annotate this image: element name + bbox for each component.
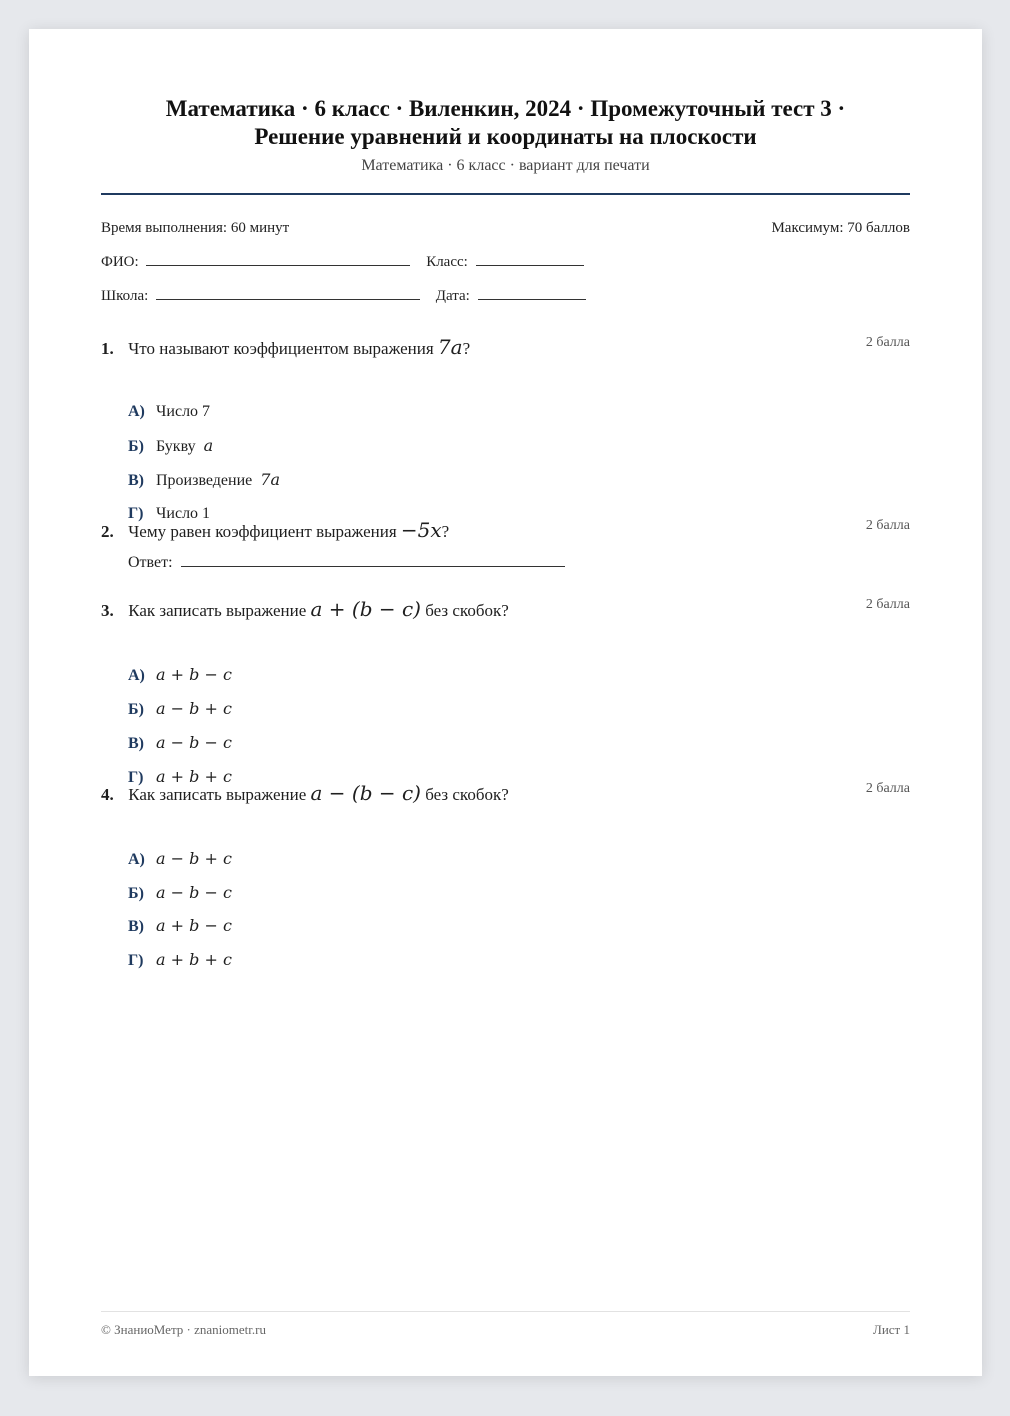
footer-copyright: © ЗнаниоМетр · znaniometr.ru: [101, 1322, 266, 1337]
option-letter: Б): [128, 438, 144, 455]
option-letter: В): [128, 735, 144, 752]
max-score: Максимум: 70 баллов: [771, 220, 910, 236]
date-blank[interactable]: [478, 287, 586, 300]
option-d[interactable]: [128, 949, 232, 972]
option-letter: Б): [128, 701, 144, 718]
school-blank[interactable]: [156, 287, 420, 300]
footer-divider: [101, 1311, 910, 1312]
school-label: Школа:: [101, 288, 149, 304]
question-math: −5x: [400, 518, 442, 542]
option-letter: Г): [128, 505, 144, 522]
option-b[interactable]: [128, 882, 232, 905]
question-text-after: без скобок?: [425, 785, 509, 804]
question-3-head: [101, 597, 910, 623]
question-points: 2 балла: [865, 518, 910, 533]
option-math: a + b − c: [156, 916, 232, 935]
fio-label: ФИО:: [101, 254, 139, 270]
answer-blank[interactable]: [181, 554, 565, 567]
fio-blank[interactable]: [146, 253, 410, 266]
question-number: 3.: [101, 601, 114, 620]
class-label: Класс:: [426, 254, 468, 270]
option-math: a + b + c: [156, 950, 232, 969]
option-letter: Г): [128, 952, 144, 969]
option-text: Число 1: [156, 505, 211, 522]
date-label: Дата:: [435, 288, 470, 304]
question-text-after: ?: [462, 339, 471, 358]
question-text-after: без скобок?: [425, 601, 509, 620]
question-text-after: ?: [441, 522, 450, 541]
option-math: a − b − c: [156, 733, 232, 752]
option-letter: А): [128, 851, 145, 868]
question-2: [101, 518, 910, 571]
option-text: Число 7: [156, 403, 211, 420]
page-title: [101, 95, 910, 151]
option-letter: Б): [128, 885, 144, 902]
question-1: [101, 335, 910, 522]
title-line-1: Математика · 6 класс · Виленкин, 2024 · Промежуточный тест 3 ·: [165, 96, 846, 121]
title-line-2: Решение уравнений и координаты на плоскости: [254, 124, 757, 149]
option-text: Произведение: [156, 472, 253, 489]
question-number: 1.: [101, 339, 114, 358]
question-4-head: [101, 781, 910, 807]
option-b[interactable]: [128, 698, 232, 721]
option-b[interactable]: [128, 435, 213, 458]
answer-row: [128, 554, 565, 572]
question-text: Чему равен коэффициент выражения: [128, 522, 397, 541]
option-letter: В): [128, 918, 144, 935]
question-points: 2 балла: [865, 781, 910, 796]
option-c[interactable]: [128, 915, 232, 938]
question-1-head: [101, 335, 910, 361]
question-text: Как записать выражение: [128, 785, 307, 804]
meta-row: [101, 220, 910, 237]
page-number: Лист 1: [873, 1322, 910, 1337]
page-footer: [101, 1322, 910, 1338]
option-a[interactable]: [128, 401, 210, 423]
class-blank[interactable]: [476, 253, 584, 266]
question-math: 7a: [437, 335, 463, 359]
option-letter: Г): [128, 769, 144, 786]
question-points: 2 балла: [865, 335, 910, 350]
option-math: a − b + c: [156, 849, 232, 868]
option-c[interactable]: [128, 732, 232, 755]
option-text: Букву: [156, 438, 196, 455]
option-c[interactable]: [128, 469, 280, 492]
question-2-head: [101, 518, 910, 544]
question-3: [101, 597, 910, 786]
question-4: [101, 781, 910, 969]
question-number: 2.: [101, 522, 114, 541]
question-text: Как записать выражение: [128, 601, 307, 620]
question-text: Что называют коэффициентом выражения: [128, 339, 434, 358]
school-date-row: [101, 287, 586, 305]
option-math: 7a: [260, 470, 280, 489]
question-number: 4.: [101, 785, 114, 804]
option-math: a: [203, 436, 214, 455]
question-math: a + (b − c): [310, 597, 421, 621]
option-letter: А): [128, 403, 145, 420]
answer-label: Ответ:: [128, 554, 173, 571]
fio-class-row: [101, 253, 584, 271]
time-limit: Время выполнения: 60 минут: [101, 220, 290, 236]
page-subtitle: Математика · 6 класс · вариант для печати: [361, 157, 650, 174]
option-math: a + b + c: [156, 767, 232, 786]
option-a[interactable]: [128, 848, 232, 871]
header-divider: [101, 193, 910, 195]
option-a[interactable]: [128, 664, 232, 687]
option-math: a + b − c: [156, 665, 232, 684]
option-letter: В): [128, 472, 144, 489]
question-points: 2 балла: [865, 597, 910, 612]
test-sheet: [29, 29, 982, 1376]
question-math: a − (b − c): [310, 781, 421, 805]
option-math: a − b − c: [156, 883, 232, 902]
option-letter: А): [128, 667, 145, 684]
option-math: a − b + c: [156, 699, 232, 718]
